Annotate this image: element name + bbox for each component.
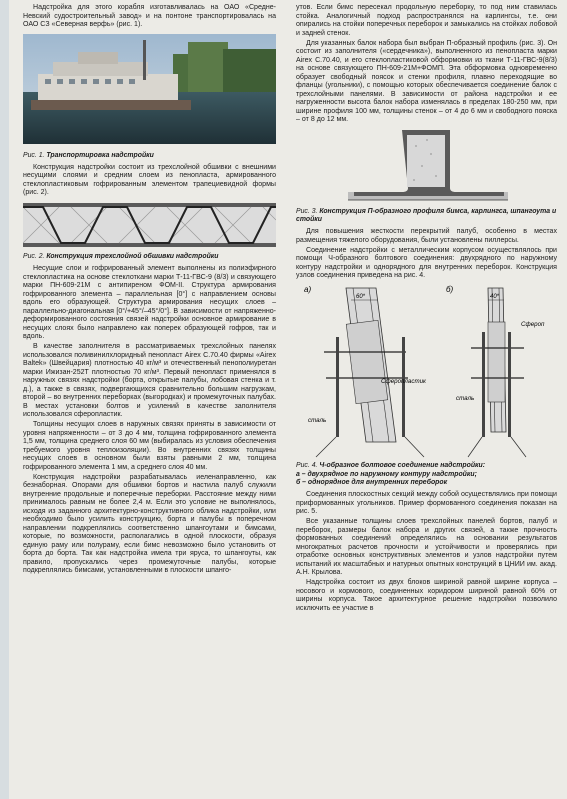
figure-4-caption-line-a: а – двухрядное по наружному контуру надстройки;	[296, 470, 477, 478]
figure-4-title: Ч-образное болтовое соединение надстройки:	[319, 462, 486, 470]
figure-3-caption	[296, 208, 557, 224]
figure-2-caption	[23, 253, 276, 261]
figure-1-title: Транспортировка надстройки	[46, 151, 154, 159]
paragraph: Соединение надстройки с металлическим корпусом осуществлялось при помощи Ч-образного болтового соединения: двухрядного по наружному контуру надстройки и однорядного для внутренних переборок. Конструкция узлов соединения приведена на рис. 4.	[296, 246, 557, 280]
paragraph: Надстройка состоит из двух блоков шириной равной ширине корпуса – носового и кормового, соединенных коридором шириной равной 60% от ширины корпуса. Такое архитектурное решение надстройки позволило исключить ее участие в	[296, 579, 557, 612]
figure-4-variant-b	[456, 288, 545, 457]
figure-4-spheroplastic-label-b: Сфероп	[521, 321, 545, 329]
figure-2-title: Конструкция трехслойной обшивки надстройки	[46, 253, 219, 261]
figure-4-steel-label-a: сталь	[308, 417, 327, 425]
figure-2-sandwich-panel	[23, 199, 276, 251]
figure-4-label-a: а)	[304, 285, 312, 295]
paragraph: утов. Если бимс пересекал продольную переборку, то под ним ставилась стойка. Аналогичный подход распространялся на карлингсы, т.е. они опирались на стойки поперечных переборок и замыкались на стойках лобовой и задней стенок.	[296, 4, 557, 37]
paragraph: Для повышения жесткости перекрытий палуб, особенно в местах размещения тяжелого оборудования, были установлены пиллерсы.	[296, 228, 557, 244]
figure-3-profile	[296, 126, 557, 206]
figure-4-caption	[296, 462, 557, 487]
figure-4-dimension-b: 40*	[490, 294, 500, 301]
figure-1-caption	[23, 152, 276, 160]
paragraph: Толщины несущих слоев в наружных связях приняты в зависимости от уровня напряженности – от 3 до 4 мм, толщина гофрированного элемента 1,5 мм, толщина среднего слоя 60 мм (выбиралась из условия обеспечения требуемого уровня теплоизоляции). Во внутренних связях толщины несущих слоев в основном были взяты равными 2 мм, толщина гофрированного элемента 1 мм, а среднего слоя 40 мм.	[23, 421, 276, 471]
page-edge-strip	[0, 0, 9, 799]
figure-4-bolted-joint	[296, 282, 557, 460]
figure-4-dimension-a: 60*	[356, 294, 366, 301]
paragraph: Соединения плоскостных секций между собой осуществлялись при помощи приформованных угольников. Пример формованного соединения показан на рис. 5.	[296, 491, 557, 516]
paragraph: Несущие слои и гофрированный элемент выполнены из полиэфирного стеклопластика на основе стеклоткани марки Т-11-ГВС-9 (8/3) и связующего марки ПН-609-21М с антипиреном ФОМ-II. Структура армирования гофрированного элемента – параллельная [0°] с направлением основы вдоль его образующей. Структура армирования несущих слоев – параллельно-диагональная [0°/+45°/–45°/0°]. В зависимости от напряженно-деформированного состояния связей надстройки основное армирование в несущих слоях было направлено как поперек образующей гофров, так и вдоль.	[23, 265, 276, 341]
paragraph: В качестве заполнителя в рассматриваемых трехслойных панелях использовался поливинилхлоридный пенопласт Airex С.70.40 фирмы «Airex Baltek» (Швейцария) плотностью 40 кг/м³ и отечественный пенополиуретан марки Ижизан-252Т плотностью 70 кг/м³. Первый пенопласт применялся в наружных связях надстройки (борта, открытые палубы, лобовая стенка и т. д.), а также в связях, подвергающихся сравнительно большим нагрузкам, второй – во внутренних переборках (выгородках) и промежуточных палубах. В местах установки болтов и усилений в качестве заполнителя использовался сферопластик.	[23, 343, 276, 419]
paragraph: Надстройка для этого корабля изготавливалась на ОАО «Средне-Невский судостроительный завод» и на понтоне транспортировалась на ОАО СЗ «Северная верфь» (рис. 1).	[23, 4, 276, 28]
figure-1-number: Рис. 1.	[23, 151, 45, 159]
figure-4-variant-a	[308, 288, 427, 457]
paragraph: Конструкция надстройки разрабатывалась иеленаправленно, как безнаборная. Опорами для обшивки бортов и настила палуб служили внутренние продольные и поперечные переборки. Расстояние между ними принималось равным не более 2,4 м. Если это условие не выполнялось, исходя из заданного архитектурно-конструктивного облика надстройки, или необходимо было усилить конструкцию, борта и палубы в поперечном направлении подкреплялись соответственно шпангоутами и бимсами, которые, по возможности, располагались в одной плоскости, образуя единую раму или полураму, если бимс невозможно было установить от борта до борта. Так как надстройка имела три яруса, то шпангоуты, как правило, пропускались через промежуточные палубы, которые подкреплялись бимсами, установленными в плоскости шпанго-	[23, 473, 276, 575]
figure-4-number: Рис. 4.	[296, 462, 318, 470]
right-column	[296, 4, 557, 615]
paragraph: Для указанных балок набора был выбран П-образный профиль (рис. 3). Он состоит из заполнителя («сердечника»), выполненного из пенопласта марки Airex С.70.40, и его стеклопластиковой обформовки из ткани Т-11-ГВС-9(8/3) на основе связующего ПН-609-21М+ФОМП. Эта обформовка одновременно образует свободный поясок и стенки профиля, плавно переходящие во фланцы (угольники), с помощью которых обеспечивается соединение балок с трехслойными панелями. В зависимости от района надстройки и ее нагруженности высота балок набора изменялась в пределах 180-250 мм, при ширине профиля 100 мм, толщины стенок – от 4 до 6 мм и свободного пояска – от 8 до 12 мм.	[296, 39, 557, 123]
paragraph: Все указанные толщины слоев трехслойных панелей бортов, палуб и переборок, размеры балок набора и других связей, а также прочность формованных соединений определялись на основании результатов многократных расчетов прочности и устойчивости и проверялись при отработке основных конструктивных элементов и узлов надстройки путем испытаний их масштабных и натурных опытных конструкций в ЦНИИ им. акад. А.Н. Крылова.	[296, 518, 557, 577]
figure-4-steel-label-b: сталь	[456, 395, 475, 403]
figure-2-number: Рис. 2.	[23, 253, 45, 261]
figure-3-title: Конструкция П-образного профиля бимса, карлингса, шпангоута и стойки	[296, 208, 557, 224]
figure-4-label-b: б)	[446, 285, 454, 295]
figure-4-spheroplastic-label-a: Сферопластик	[381, 378, 426, 386]
paragraph: Конструкция надстройки состоит из трехслойной обшивки с внешними несущими слоями и средним слоем из пенопласта, армированного стеклопластиковым гофрированным элементом трапециевидной формы (рис. 2).	[23, 163, 276, 197]
figure-4-caption-line-b: б – однорядное для внутренних переборок	[296, 478, 448, 486]
left-column	[23, 4, 276, 577]
figure-1-photo	[23, 34, 276, 144]
figure-3-number: Рис. 3.	[296, 208, 318, 215]
